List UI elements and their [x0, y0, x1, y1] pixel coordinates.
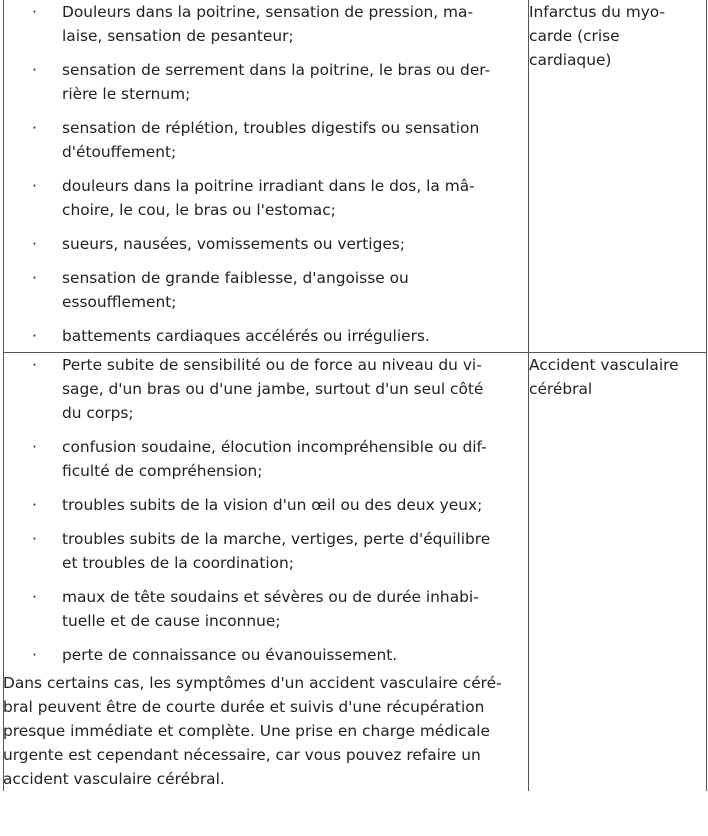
- text-line: accident vasculaire cérébral.: [3, 770, 225, 788]
- text-line: et troubles de la coordination;: [62, 554, 294, 572]
- text-line: carde (crise: [529, 27, 620, 45]
- condition-cell: [529, 353, 707, 792]
- bullet-icon: ·: [32, 119, 37, 137]
- text-line: essoufflement;: [62, 293, 177, 311]
- text-line: du corps;: [62, 404, 134, 422]
- list-item: [4, 585, 528, 633]
- stroke-note: [3, 671, 528, 791]
- list-item: [4, 266, 528, 314]
- list-item: [4, 643, 528, 667]
- text-line: troubles subits de la marche, vertiges, perte d'équilibre: [62, 530, 491, 548]
- text-line: sage, d'un bras ou d'une jambe, surtout d'un seul côté: [62, 380, 484, 398]
- symptom-list: [4, 0, 528, 348]
- text-line: cérébral: [529, 380, 593, 398]
- bullet-icon: ·: [32, 235, 37, 253]
- text-line: perte de connaissance ou évanouissement.: [62, 646, 398, 664]
- list-item: [4, 116, 528, 164]
- bullet-icon: ·: [32, 269, 37, 287]
- symptoms-cell: [4, 353, 529, 792]
- bullet-icon: ·: [32, 3, 37, 21]
- bullet-icon: ·: [32, 356, 37, 374]
- table-row: [4, 0, 707, 353]
- list-item: [4, 58, 528, 106]
- list-item: [4, 232, 528, 256]
- text-line: confusion soudaine, élocution incompréhensible ou dif-: [62, 438, 487, 456]
- text-line: Perte subite de sensibilité ou de force au niveau du vi-: [62, 356, 482, 374]
- symptoms-cell: [4, 0, 529, 353]
- list-item: [4, 353, 528, 425]
- bullet-icon: ·: [32, 438, 37, 456]
- text-line: sueurs, nausées, vomissements ou vertiges;: [62, 235, 406, 253]
- list-item: [4, 324, 528, 348]
- bullet-icon: ·: [32, 496, 37, 514]
- text-line: douleurs dans la poitrine irradiant dans le dos, la mâ-: [62, 177, 475, 195]
- text-line: presque immédiate et complète. Une prise en charge médicale: [3, 722, 491, 740]
- text-line: ficulté de compréhension;: [62, 462, 263, 480]
- condition-name: [529, 353, 706, 401]
- text-line: Accident vasculaire: [529, 356, 679, 374]
- list-item: [4, 0, 528, 48]
- list-item: [4, 493, 528, 517]
- text-line: sensation de réplétion, troubles digestifs ou sensation: [62, 119, 480, 137]
- text-line: urgente est cependant nécessaire, car vous pouvez refaire un: [3, 746, 481, 764]
- bullet-icon: ·: [32, 588, 37, 606]
- text-line: Dans certains cas, les symptômes d'un accident vasculaire céré-: [3, 674, 502, 692]
- text-line: cardiaque): [529, 51, 612, 69]
- text-line: laise, sensation de pesanteur;: [62, 27, 294, 45]
- list-item: [4, 435, 528, 483]
- text-line: battements cardiaques accélérés ou irréguliers.: [62, 327, 430, 345]
- symptoms-table: [3, 0, 707, 791]
- text-line: maux de tête soudains et sévères ou de durée inhabi-: [62, 588, 479, 606]
- text-line: bral peuvent être de courte durée et suivis d'une récupération: [3, 698, 485, 716]
- bullet-icon: ·: [32, 61, 37, 79]
- text-line: choire, le cou, le bras ou l'estomac;: [62, 201, 336, 219]
- text-line: sensation de grande faiblesse, d'angoisse ou: [62, 269, 409, 287]
- list-item: [4, 527, 528, 575]
- bullet-icon: ·: [32, 530, 37, 548]
- symptom-list: [4, 353, 528, 667]
- text-line: sensation de serrement dans la poitrine, le bras ou der-: [62, 61, 491, 79]
- table-row: [4, 353, 707, 792]
- text-line: Douleurs dans la poitrine, sensation de pression, ma-: [62, 3, 474, 21]
- text-line: rière le sternum;: [62, 85, 191, 103]
- text-line: Infarctus du myo-: [529, 3, 666, 21]
- condition-name: [529, 0, 706, 72]
- bullet-icon: ·: [32, 327, 37, 345]
- text-line: tuelle et de cause inconnue;: [62, 612, 281, 630]
- bullet-icon: ·: [32, 646, 37, 664]
- text-line: d'étouffement;: [62, 143, 177, 161]
- list-item: [4, 174, 528, 222]
- bullet-icon: ·: [32, 177, 37, 195]
- condition-cell: [529, 0, 707, 353]
- text-line: troubles subits de la vision d'un œil ou des deux yeux;: [62, 496, 483, 514]
